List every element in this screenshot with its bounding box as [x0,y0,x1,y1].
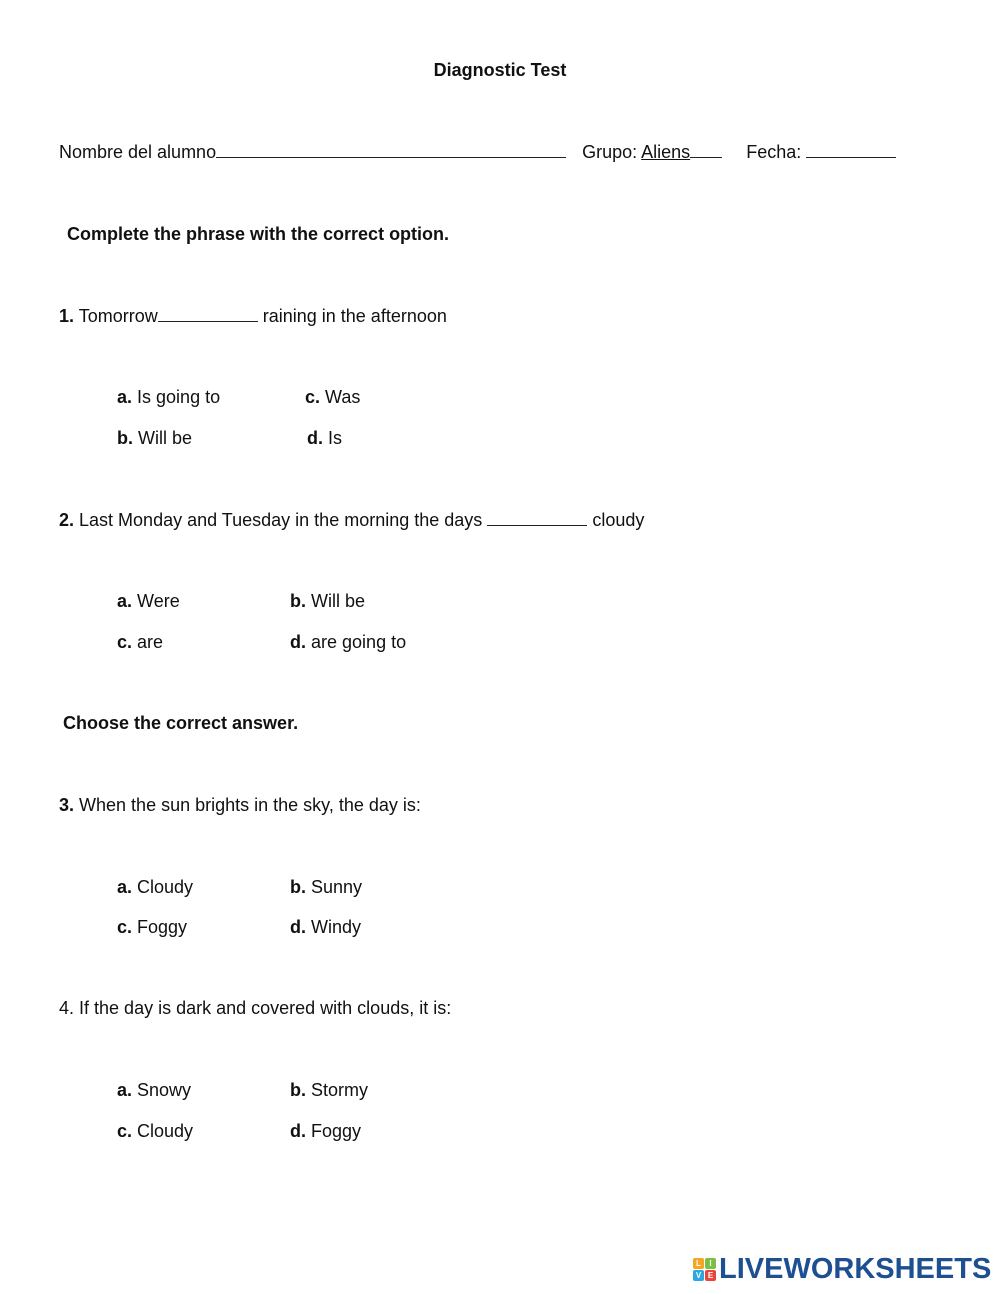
name-label: Nombre del alumno [59,142,217,162]
option-letter: a. [117,591,133,611]
option-text: Were [137,591,180,611]
section-heading-choose: Choose the correct answer. [63,713,299,733]
q1-option-d[interactable] [307,428,342,449]
option-text: are [137,632,164,652]
liveworksheets-logo [693,1252,992,1285]
question-number: 3. [59,795,75,815]
question-3 [59,795,421,816]
answer-blank[interactable] [158,305,258,322]
question-4 [59,998,451,1019]
question-2 [59,509,644,531]
option-text: Windy [311,917,362,937]
q2-option-a[interactable] [117,591,180,612]
question-text: When the sun brights in the sky, the day is: [79,795,421,815]
q4-option-a[interactable] [117,1080,191,1101]
q2-option-d[interactable] [290,632,406,653]
q4-option-d[interactable] [290,1121,361,1142]
question-text-before: Tomorrow [78,306,158,326]
group-value[interactable]: Aliens [641,142,691,162]
question-text-before: Last Monday and Tuesday in the morning the days [79,510,483,530]
option-text: Stormy [311,1080,369,1100]
logo-text: LIVEWORKSHEETS [719,1252,992,1285]
q2-option-b[interactable] [290,591,365,612]
q1-option-a[interactable] [117,387,220,408]
q2-option-c[interactable] [117,632,163,653]
option-letter: d. [307,428,323,448]
q1-option-b[interactable] [117,428,192,449]
question-1 [59,305,447,327]
option-letter: d. [290,917,306,937]
option-letter: d. [290,632,306,652]
date-label: Fecha: [746,142,802,162]
q1-option-c[interactable] [305,387,360,408]
logo-mark-tile: E [705,1270,716,1281]
option-letter: d. [290,1121,306,1141]
option-letter: b. [290,591,306,611]
option-text: are going to [311,632,407,652]
name-field[interactable] [216,141,566,158]
question-number: 1. [59,306,75,326]
question-text-after: cloudy [592,510,645,530]
q3-option-d[interactable] [290,917,361,938]
q4-option-c[interactable] [117,1121,193,1142]
section-heading-complete: Complete the phrase with the correct option. [67,224,450,244]
q3-option-b[interactable] [290,877,362,898]
option-letter: b. [290,1080,306,1100]
student-info-line [59,141,896,163]
date-field[interactable] [806,141,896,158]
page-title: Diagnostic Test [433,60,567,80]
group-field-underline [690,141,722,158]
logo-mark-tile: V [693,1270,704,1281]
option-text: Sunny [311,877,363,897]
option-text: Cloudy [137,1121,194,1141]
question-text: If the day is dark and covered with clouds, it is: [79,998,452,1018]
option-text: Snowy [137,1080,192,1100]
option-letter: c. [305,387,321,407]
option-text: Is going to [137,387,221,407]
group-label: Grupo: [582,142,638,162]
option-text: Foggy [311,1121,362,1141]
question-number: 2. [59,510,75,530]
option-letter: c. [117,1121,133,1141]
logo-mark-tile: L [693,1258,704,1269]
option-text: Cloudy [137,877,194,897]
option-letter: b. [290,877,306,897]
option-letter: c. [117,917,133,937]
option-letter: b. [117,428,133,448]
option-text: Will be [311,591,366,611]
logo-mark-tile: I [705,1258,716,1269]
option-text: Will be [138,428,193,448]
option-letter: a. [117,387,133,407]
q3-option-a[interactable] [117,877,193,898]
question-text-after: raining in the afternoon [262,306,447,326]
q4-option-b[interactable] [290,1080,368,1101]
question-number: 4. [59,998,75,1018]
option-letter: c. [117,632,133,652]
logo-mark-icon [693,1258,716,1281]
answer-blank[interactable] [487,509,587,526]
option-text: Is [328,428,343,448]
option-letter: a. [117,877,133,897]
option-text: Was [325,387,361,407]
q3-option-c[interactable] [117,917,187,938]
option-text: Foggy [137,917,188,937]
option-letter: a. [117,1080,133,1100]
